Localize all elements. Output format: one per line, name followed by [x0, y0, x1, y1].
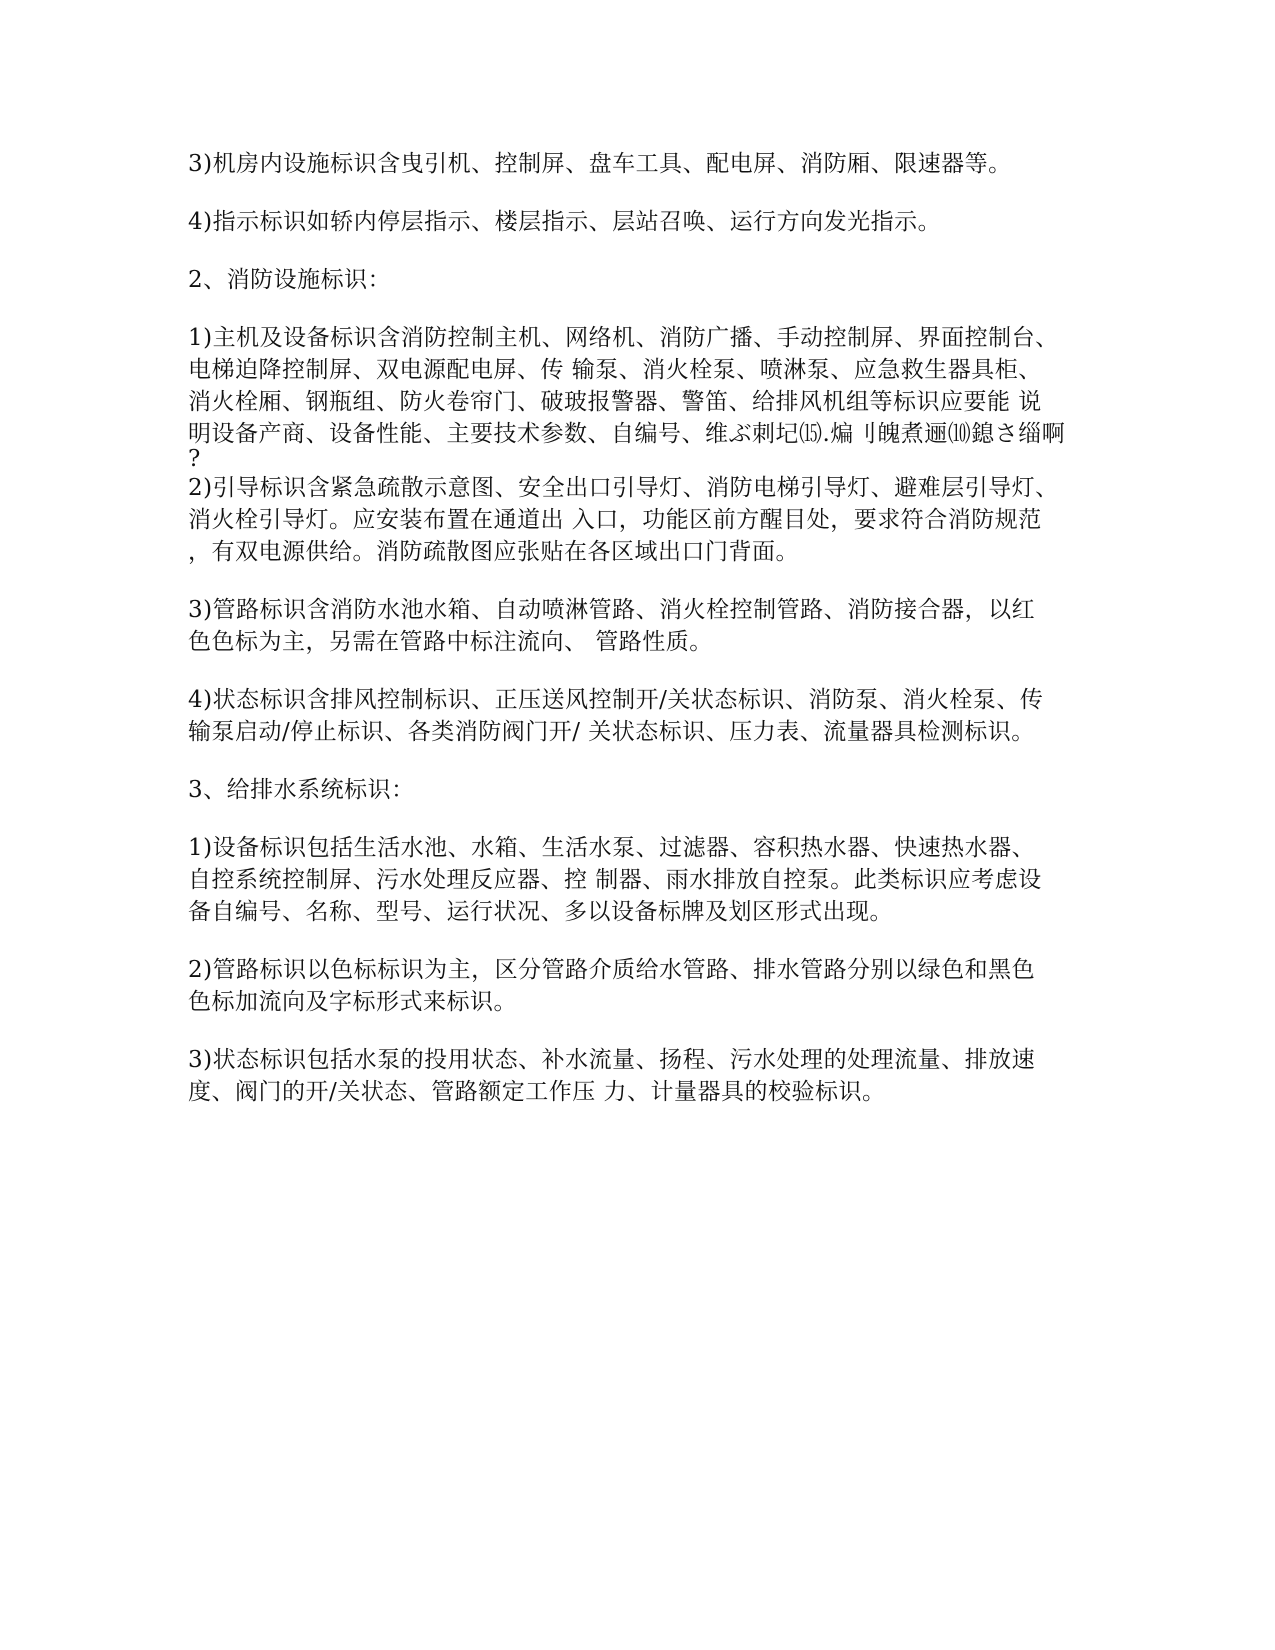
paragraph-elevator-indicators	[188, 206, 1093, 238]
paragraph-fire-guidance	[188, 472, 1093, 568]
text-line: 自控系统控制屏、污水处理反应器、控 制器、雨水排放自控泵。此类标识应考虑设	[188, 867, 1042, 893]
paragraph-elevator-machine-room	[188, 148, 1093, 180]
text-line: 色标加流向及字标形式来标识。	[188, 989, 517, 1015]
section-heading: 2、消防设施标识：	[188, 267, 392, 293]
paragraph-fire-status	[188, 684, 1093, 748]
paragraph-fire-pipes	[188, 594, 1093, 658]
text-line: 消火栓厢、钢瓶组、防火卷帘门、破玻报警器、警笛、给排风机组等标识应要能 说	[188, 389, 1042, 415]
document-body	[188, 148, 1093, 1108]
text-line: 消火栓引导灯。应安装布置在通道出 入口，功能区前方醒目处，要求符合消防规范	[188, 507, 1042, 533]
text-line: 3)机房内设施标识含曳引机、控制屏、盘车工具、配电屏、消防厢、限速器等。	[188, 151, 1012, 177]
text-line: ，有双电源供给。消防疏散图应张贴在各区域出口门背面。	[188, 539, 799, 565]
text-line: 4)状态标识含排风控制标识、正压送风控制开/关状态标识、消防泵、消火栓泵、传	[188, 687, 1044, 713]
text-line: 色色标为主，另需在管路中标注流向、 管路性质。	[188, 629, 713, 655]
text-line: 3)状态标识包括水泵的投用状态、补水流量、扬程、污水处理的处理流量、排放速	[188, 1047, 1036, 1073]
text-line: 备自编号、名称、型号、运行状况、多以设备标牌及划区形式出现。	[188, 899, 893, 925]
text-line: 1)主机及设备标识含消防控制主机、网络机、消防广播、手动控制屏、界面控制台、	[188, 325, 1059, 351]
text-line: ?	[188, 446, 201, 472]
text-line: 1)设备标识包括生活水池、水箱、生活水泵、过滤器、容积热水器、快速热水器、	[188, 835, 1036, 861]
paragraph-water-status	[188, 1044, 1093, 1108]
text-line: 度、阀门的开/关状态、管路额定工作压 力、计量器具的校验标识。	[188, 1079, 886, 1105]
paragraph-fire-equipment	[188, 322, 1093, 472]
section-heading-water-system	[188, 774, 1093, 806]
section-heading-fire-facilities	[188, 264, 1093, 296]
text-line: 明设备产商、设备性能、主要技术参数、自编号、维ぶ刺圮⒂.煸刂魄煮逦⑽鎴さ缁啊	[188, 421, 1066, 447]
paragraph-water-equipment	[188, 832, 1093, 928]
text-line: 2)管路标识以色标标识为主，区分管路介质给水管路、排水管路分别以绿色和黑色	[188, 957, 1036, 983]
text-line: 3)管路标识含消防水池水箱、自动喷淋管路、消火栓控制管路、消防接合器，以红	[188, 597, 1036, 623]
section-heading: 3、给排水系统标识：	[188, 777, 415, 803]
text-line: 输泵启动/停止标识、各类消防阀门开/ 关状态标识、压力表、流量器具检测标识。	[188, 719, 1035, 745]
text-line: 4)指示标识如轿内停层指示、楼层指示、层站召唤、运行方向发光指示。	[188, 209, 942, 235]
text-line: 电梯迫降控制屏、双电源配电屏、传 输泵、消火栓泵、喷淋泵、应急救生器具柜、	[188, 357, 1042, 383]
text-line: 2)引导标识含紧急疏散示意图、安全出口引导灯、消防电梯引导灯、避难层引导灯、	[188, 475, 1059, 501]
paragraph-water-pipes	[188, 954, 1093, 1018]
